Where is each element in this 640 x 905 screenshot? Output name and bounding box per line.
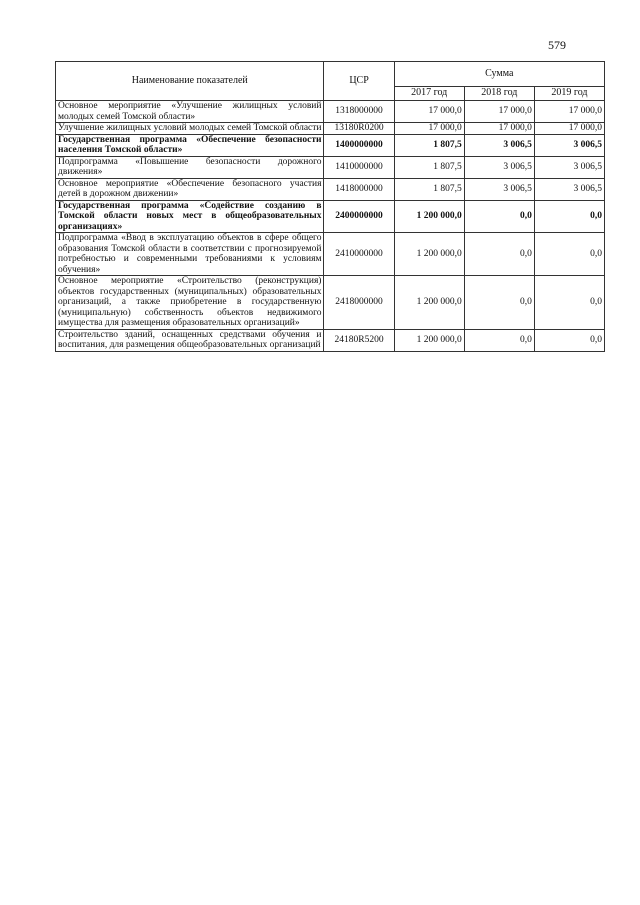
table-header-row xyxy=(56,62,605,87)
row-value-2017-cell: 1 807,5 xyxy=(394,134,464,156)
table-body xyxy=(56,101,605,352)
row-value-2018-cell: 0,0 xyxy=(464,329,534,351)
header-year-2019: 2019 год xyxy=(534,87,604,101)
row-value-2019-cell: 0,0 xyxy=(534,200,604,233)
row-value-2017-cell: 17 000,0 xyxy=(394,123,464,135)
row-csr-cell: 1400000000 xyxy=(324,134,394,156)
page-number: 579 xyxy=(548,38,566,52)
row-value-2018-cell: 3 006,5 xyxy=(464,178,534,200)
row-name-cell: Основное мероприятие «Строительство (реконструкция) объектов государственных (муниципальных) образовательных организаций, а также приобретение в государственную (муниципальную) собственность объектов недвижимого имущества для размещения образовательных организаций» xyxy=(56,276,324,330)
header-year-2017: 2017 год xyxy=(394,87,464,101)
row-csr-cell: 2400000000 xyxy=(324,200,394,233)
row-value-2017-cell: 1 200 000,0 xyxy=(394,329,464,351)
row-value-2017-cell: 1 807,5 xyxy=(394,156,464,178)
row-value-2017-cell: 1 200 000,0 xyxy=(394,233,464,276)
row-value-2018-cell: 3 006,5 xyxy=(464,156,534,178)
row-value-2018-cell: 17 000,0 xyxy=(464,123,534,135)
header-year-2018: 2018 год xyxy=(464,87,534,101)
budget-table xyxy=(55,61,605,352)
row-csr-cell: 1318000000 xyxy=(324,101,394,123)
row-name-cell: Строительство зданий, оснащенных средствами обучения и воспитания, для размещения общеобразовательных организаций xyxy=(56,329,324,351)
row-name-cell: Подпрограмма «Повышение безопасности дорожного движения» xyxy=(56,156,324,178)
row-value-2019-cell: 3 006,5 xyxy=(534,178,604,200)
row-value-2017-cell: 17 000,0 xyxy=(394,101,464,123)
row-csr-cell: 2418000000 xyxy=(324,276,394,330)
row-name-cell: Государственная программа «Содействие созданию в Томской области новых мест в общеобразовательных организациях» xyxy=(56,200,324,233)
row-value-2018-cell: 0,0 xyxy=(464,233,534,276)
row-value-2017-cell: 1 200 000,0 xyxy=(394,200,464,233)
table-row xyxy=(56,329,605,351)
row-value-2019-cell: 0,0 xyxy=(534,329,604,351)
table-row xyxy=(56,178,605,200)
row-csr-cell: 13180R0200 xyxy=(324,123,394,135)
row-name-cell: Улучшение жилищных условий молодых семей Томской области xyxy=(56,123,324,135)
header-name: Наименование показателей xyxy=(56,62,324,101)
row-value-2018-cell: 0,0 xyxy=(464,276,534,330)
row-csr-cell: 1410000000 xyxy=(324,156,394,178)
row-csr-cell: 1418000000 xyxy=(324,178,394,200)
row-value-2019-cell: 0,0 xyxy=(534,276,604,330)
row-value-2019-cell: 3 006,5 xyxy=(534,156,604,178)
row-name-cell: Основное мероприятие «Улучшение жилищных условий молодых семей Томской области» xyxy=(56,101,324,123)
table-row xyxy=(56,200,605,233)
row-csr-cell: 24180R5200 xyxy=(324,329,394,351)
row-value-2018-cell: 3 006,5 xyxy=(464,134,534,156)
table-row xyxy=(56,233,605,276)
header-sum: Сумма xyxy=(394,62,604,87)
header-csr: ЦСР xyxy=(324,62,394,101)
table-row xyxy=(56,134,605,156)
row-value-2019-cell: 17 000,0 xyxy=(534,101,604,123)
row-value-2017-cell: 1 807,5 xyxy=(394,178,464,200)
row-name-cell: Основное мероприятие «Обеспечение безопасного участия детей в дорожном движении» xyxy=(56,178,324,200)
row-value-2018-cell: 17 000,0 xyxy=(464,101,534,123)
table-row xyxy=(56,156,605,178)
table-row xyxy=(56,123,605,135)
table-row xyxy=(56,101,605,123)
row-name-cell: Государственная программа «Обеспечение безопасности населения Томской области» xyxy=(56,134,324,156)
row-csr-cell: 2410000000 xyxy=(324,233,394,276)
row-name-cell: Подпрограмма «Ввод в эксплуатацию объектов в сфере общего образования Томской области в соответствии с прогнозируемой потребностью и современными требованиями к условиям обучения» xyxy=(56,233,324,276)
row-value-2018-cell: 0,0 xyxy=(464,200,534,233)
row-value-2019-cell: 3 006,5 xyxy=(534,134,604,156)
row-value-2019-cell: 17 000,0 xyxy=(534,123,604,135)
row-value-2019-cell: 0,0 xyxy=(534,233,604,276)
table-row xyxy=(56,276,605,330)
row-value-2017-cell: 1 200 000,0 xyxy=(394,276,464,330)
